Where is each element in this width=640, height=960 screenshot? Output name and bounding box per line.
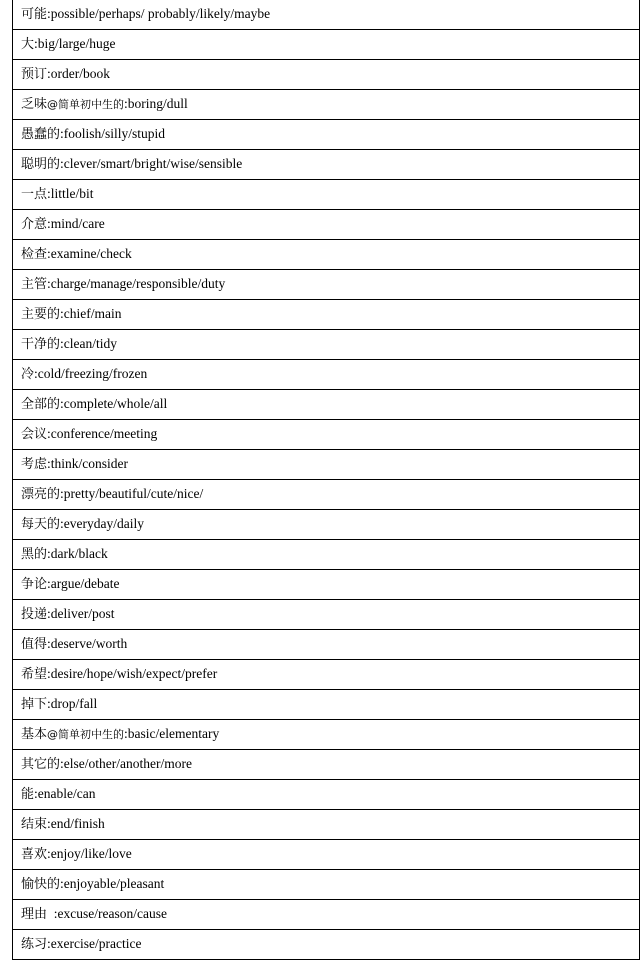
vocab-entry-cell [13,570,639,600]
english-synonyms: :enable/can [34,786,96,801]
table-row [13,810,639,840]
table-row [13,480,639,510]
table-row [13,900,639,930]
table-row [13,630,639,660]
vocab-entry-cell [13,750,639,780]
chinese-term: 预订 [21,67,48,82]
vocabulary-table-body [13,0,639,959]
chinese-term: 聪明的 [21,157,61,172]
english-synonyms: :foolish/silly/stupid [60,126,166,141]
chinese-term: 其它的 [21,757,61,772]
vocab-entry-cell [13,120,639,150]
english-synonyms: :excuse/reason/cause [47,906,167,921]
english-synonyms: :desire/hope/wish/expect/prefer [47,666,218,681]
vocab-entry-cell [13,360,639,390]
vocab-entry-cell [13,0,639,30]
chinese-term: 希望 [21,667,48,682]
table-row [13,90,639,120]
english-synonyms: :deserve/worth [47,636,128,651]
chinese-term: 冷 [21,367,35,382]
vocab-entry-cell [13,150,639,180]
table-row [13,420,639,450]
table-row [13,180,639,210]
english-synonyms: :else/other/another/more [60,756,192,771]
chinese-term: 乏味 [21,97,48,112]
english-synonyms: :deliver/post [47,606,115,621]
vocab-entry-cell [13,630,639,660]
chinese-term: 愚蠢的 [21,127,61,142]
table-row [13,600,639,630]
vocab-entry-cell [13,300,639,330]
english-synonyms: :pretty/beautiful/cute/nice/ [60,486,204,501]
vocab-entry-cell [13,600,639,630]
english-synonyms: :drop/fall [47,696,98,711]
english-synonyms: :cold/freezing/frozen [34,366,148,381]
table-row [13,360,639,390]
table-row [13,720,639,750]
table-row [13,540,639,570]
english-synonyms: :conference/meeting [47,426,158,441]
chinese-term: 投递 [21,607,48,622]
table-row [13,840,639,870]
chinese-term: 检查 [21,247,48,262]
english-synonyms: :exercise/practice [47,936,142,951]
english-synonyms: :think/consider [47,456,129,471]
vocab-entry-cell [13,540,639,570]
english-synonyms: :little/bit [47,186,94,201]
vocab-entry-cell [13,390,639,420]
table-row [13,870,639,900]
vocab-entry-cell [13,690,639,720]
table-row [13,510,639,540]
english-synonyms: :clever/smart/bright/wise/sensible [60,156,243,171]
vocab-entry-cell [13,780,639,810]
table-row [13,120,639,150]
table-row [13,270,639,300]
chinese-term: 主要的 [21,307,61,322]
vocab-entry-cell [13,210,639,240]
chinese-term: 掉下 [21,697,48,712]
table-row [13,240,639,270]
english-synonyms: :complete/whole/all [60,396,168,411]
chinese-term: 可能 [21,7,48,22]
table-row [13,30,639,60]
vocab-entry-cell [13,720,639,750]
chinese-term: 考虑 [21,457,48,472]
vocab-entry-cell [13,180,639,210]
chinese-term: 每天的 [21,517,61,532]
english-synonyms: :charge/manage/responsible/duty [47,276,226,291]
vocab-entry-cell [13,240,639,270]
vocabulary-sheet [12,0,640,960]
chinese-term: 基本 [21,727,48,742]
vocab-entry-cell [13,420,639,450]
chinese-term: 能 [21,787,35,802]
english-synonyms: :possible/perhaps/ probably/likely/maybe [47,6,271,21]
english-synonyms: :big/large/huge [34,36,116,51]
table-row [13,210,639,240]
english-synonyms: :boring/dull [124,96,188,111]
chinese-term: 大 [21,37,35,52]
vocab-entry-cell [13,450,639,480]
english-synonyms: :end/finish [47,816,105,831]
english-synonyms: :enjoyable/pleasant [60,876,165,891]
table-row [13,750,639,780]
vocab-entry-cell [13,510,639,540]
vocab-entry-cell [13,810,639,840]
table-row [13,60,639,90]
chinese-term: 黑的 [21,547,48,562]
watermark-tag: @简单初中生的 [47,728,125,741]
chinese-term: 结束 [21,817,48,832]
chinese-term: 介意 [21,217,48,232]
chinese-term: 一点 [21,187,48,202]
english-synonyms: :mind/care [47,216,105,231]
table-row [13,300,639,330]
english-synonyms: :everyday/daily [60,516,144,531]
chinese-term: 练习 [21,937,48,952]
english-synonyms: :clean/tidy [60,336,117,351]
vocab-entry-cell [13,60,639,90]
vocab-entry-cell [13,90,639,120]
vocabulary-table [13,0,639,959]
chinese-term: 理由 [21,907,48,922]
vocab-entry-cell [13,660,639,690]
english-synonyms: :chief/main [60,306,122,321]
vocab-entry-cell [13,30,639,60]
chinese-term: 愉快的 [21,877,61,892]
english-synonyms: :examine/check [47,246,132,261]
english-synonyms: :order/book [47,66,111,81]
vocab-entry-cell [13,930,639,960]
english-synonyms: :enjoy/like/love [47,846,132,861]
table-row [13,930,639,960]
table-row [13,780,639,810]
vocab-entry-cell [13,270,639,300]
vocab-entry-cell [13,330,639,360]
english-synonyms: :argue/debate [47,576,120,591]
table-row [13,450,639,480]
english-synonyms: :basic/elementary [124,726,220,741]
chinese-term: 主管 [21,277,48,292]
table-row [13,570,639,600]
chinese-term: 全部的 [21,397,61,412]
table-row [13,390,639,420]
chinese-term: 漂亮的 [21,487,61,502]
chinese-term: 值得 [21,637,48,652]
chinese-term: 干净的 [21,337,61,352]
table-row [13,330,639,360]
english-synonyms: :dark/black [47,546,108,561]
table-row [13,150,639,180]
chinese-term: 喜欢 [21,847,48,862]
vocab-entry-cell [13,870,639,900]
chinese-term: 争论 [21,577,48,592]
vocab-entry-cell [13,840,639,870]
table-row [13,660,639,690]
watermark-tag: @简单初中生的 [47,98,125,111]
vocab-entry-cell [13,900,639,930]
table-row [13,0,639,30]
vocab-entry-cell [13,480,639,510]
table-row [13,690,639,720]
chinese-term: 会议 [21,427,48,442]
